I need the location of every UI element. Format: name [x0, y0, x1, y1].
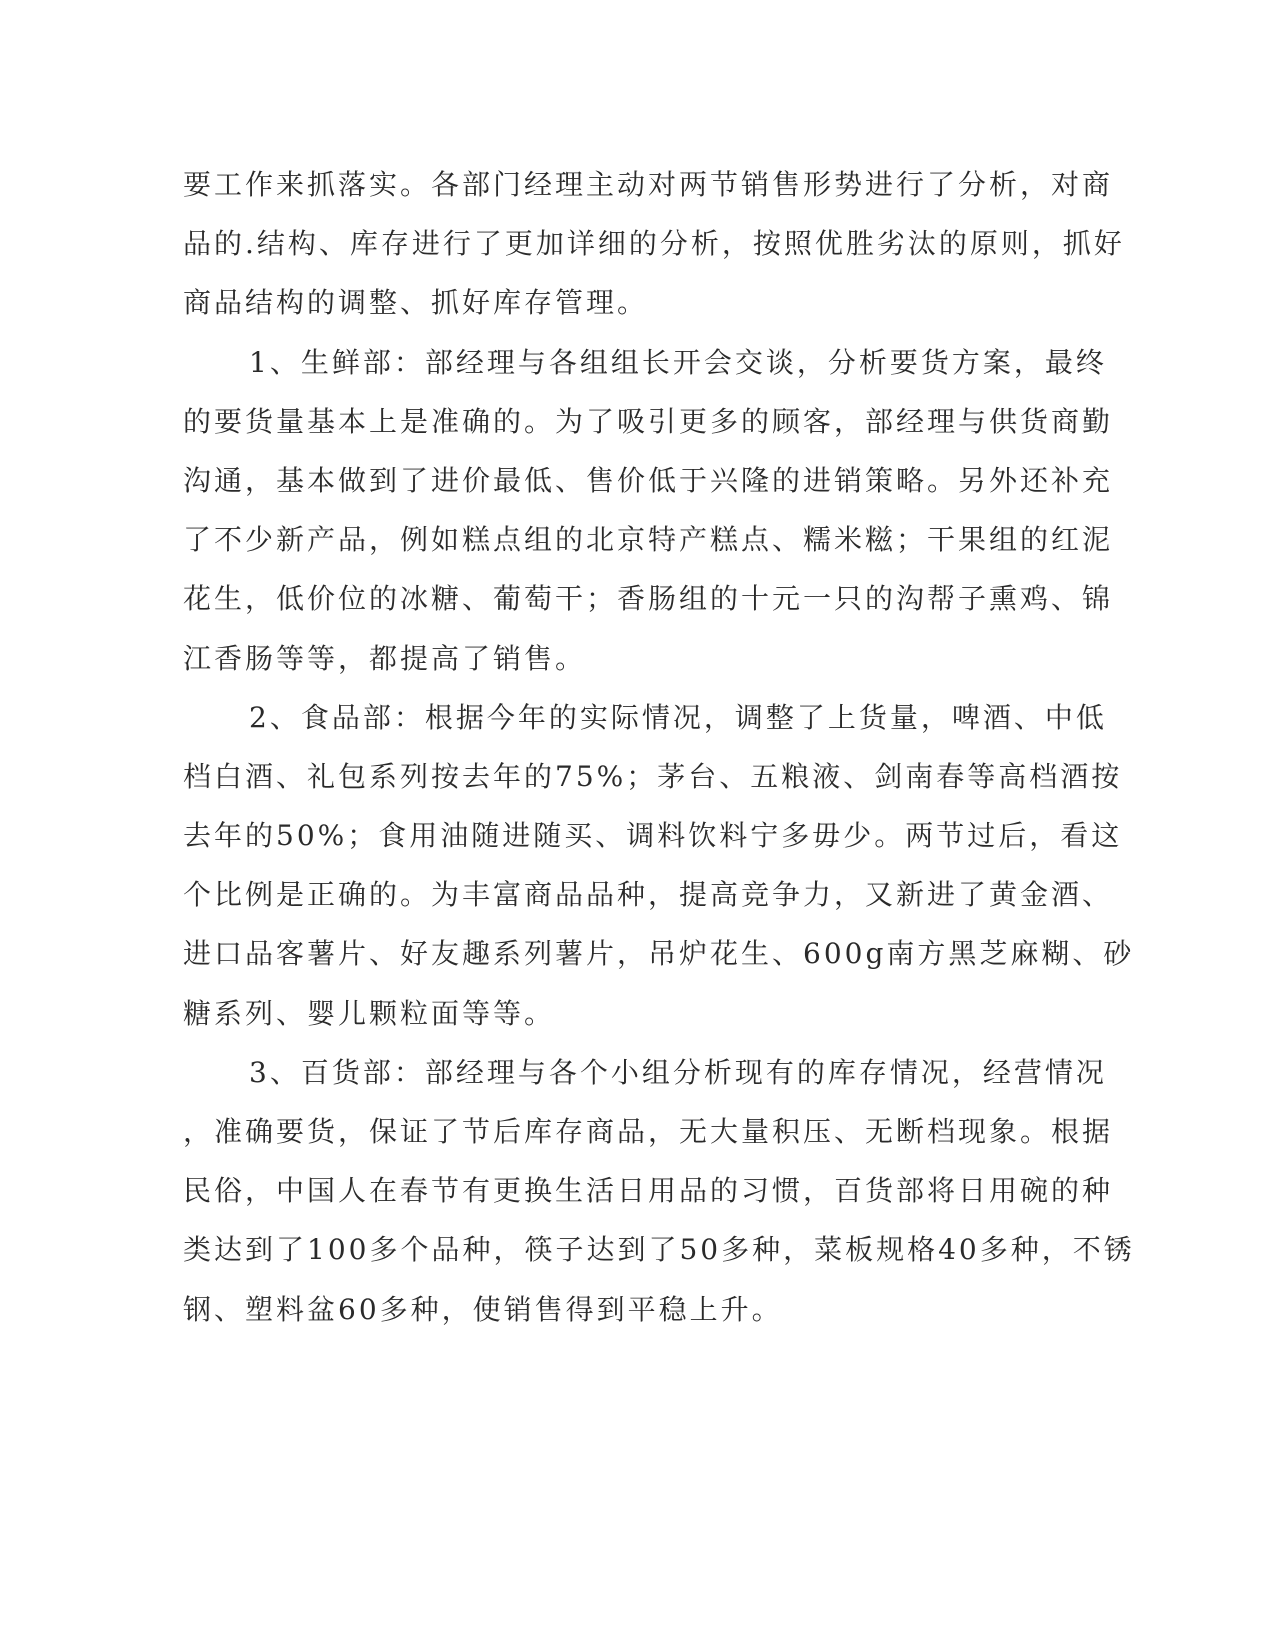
- section-heading-line: 1、生鲜部：部经理与各组组长开会交谈，分析要货方案，最终: [249, 345, 1107, 379]
- document-body: [183, 155, 1135, 1339]
- text-line: 要工作来抓落实。各部门经理主动对两节销售形势进行了分析，对商: [183, 168, 1114, 201]
- text-line: 个比例是正确的。为丰富商品品种，提高竞争力，又新进了黄金酒、: [183, 878, 1114, 912]
- text-line: 品的.结构、库存进行了更加详细的分析，按照优胜劣汰的原则，抓好: [183, 227, 1125, 261]
- text-line: 沟通，基本做到了进价最低、售价低于兴隆的进销策略。另外还补充: [183, 463, 1114, 497]
- section-heading-line: 2、食品部：根据今年的实际情况，调整了上货量，啤酒、中低: [249, 700, 1107, 734]
- text-line: ，准确要货，保证了节后库存商品，无大量积压、无断档现象。根据: [183, 1115, 1114, 1148]
- text-line: 去年的50%；食用油随进随买、调料饮料宁多毋少。两节过后，看这: [183, 819, 1123, 853]
- text-line: 糖系列、婴儿颗粒面等等。: [183, 996, 556, 1030]
- text-line: 进口品客薯片、好友趣系列薯片，吊炉花生、600g南方黑芝麻糊、砂: [183, 937, 1135, 971]
- text-line: 类达到了100多个品种，筷子达到了50多种，菜板规格40多种，不锈: [183, 1233, 1135, 1267]
- text-line: 商品结构的调整、抓好库存管理。: [183, 286, 649, 320]
- text-line: 花生，低价位的冰糖、葡萄干；香肠组的十元一只的沟帮子熏鸡、锦: [183, 582, 1114, 616]
- section-heading-line: 3、百货部：部经理与各个小组分析现有的库存情况，经营情况: [249, 1055, 1107, 1089]
- text-line: 江香肠等等，都提高了销售。: [183, 641, 587, 675]
- text-line: 钢、塑料盆60多种，使销售得到平稳上升。: [183, 1292, 783, 1326]
- text-line: 的要货量基本上是准确的。为了吸引更多的顾客，部经理与供货商勤: [183, 404, 1114, 438]
- text-line: 了不少新产品，例如糕点组的北京特产糕点、糯米糍；干果组的红泥: [183, 523, 1114, 557]
- text-line: 档白酒、礼包系列按去年的75%；茅台、五粮液、剑南春等高档酒按: [183, 759, 1123, 793]
- text-line: 民俗，中国人在春节有更换生活日用品的习惯，百货部将日用碗的种: [183, 1174, 1114, 1208]
